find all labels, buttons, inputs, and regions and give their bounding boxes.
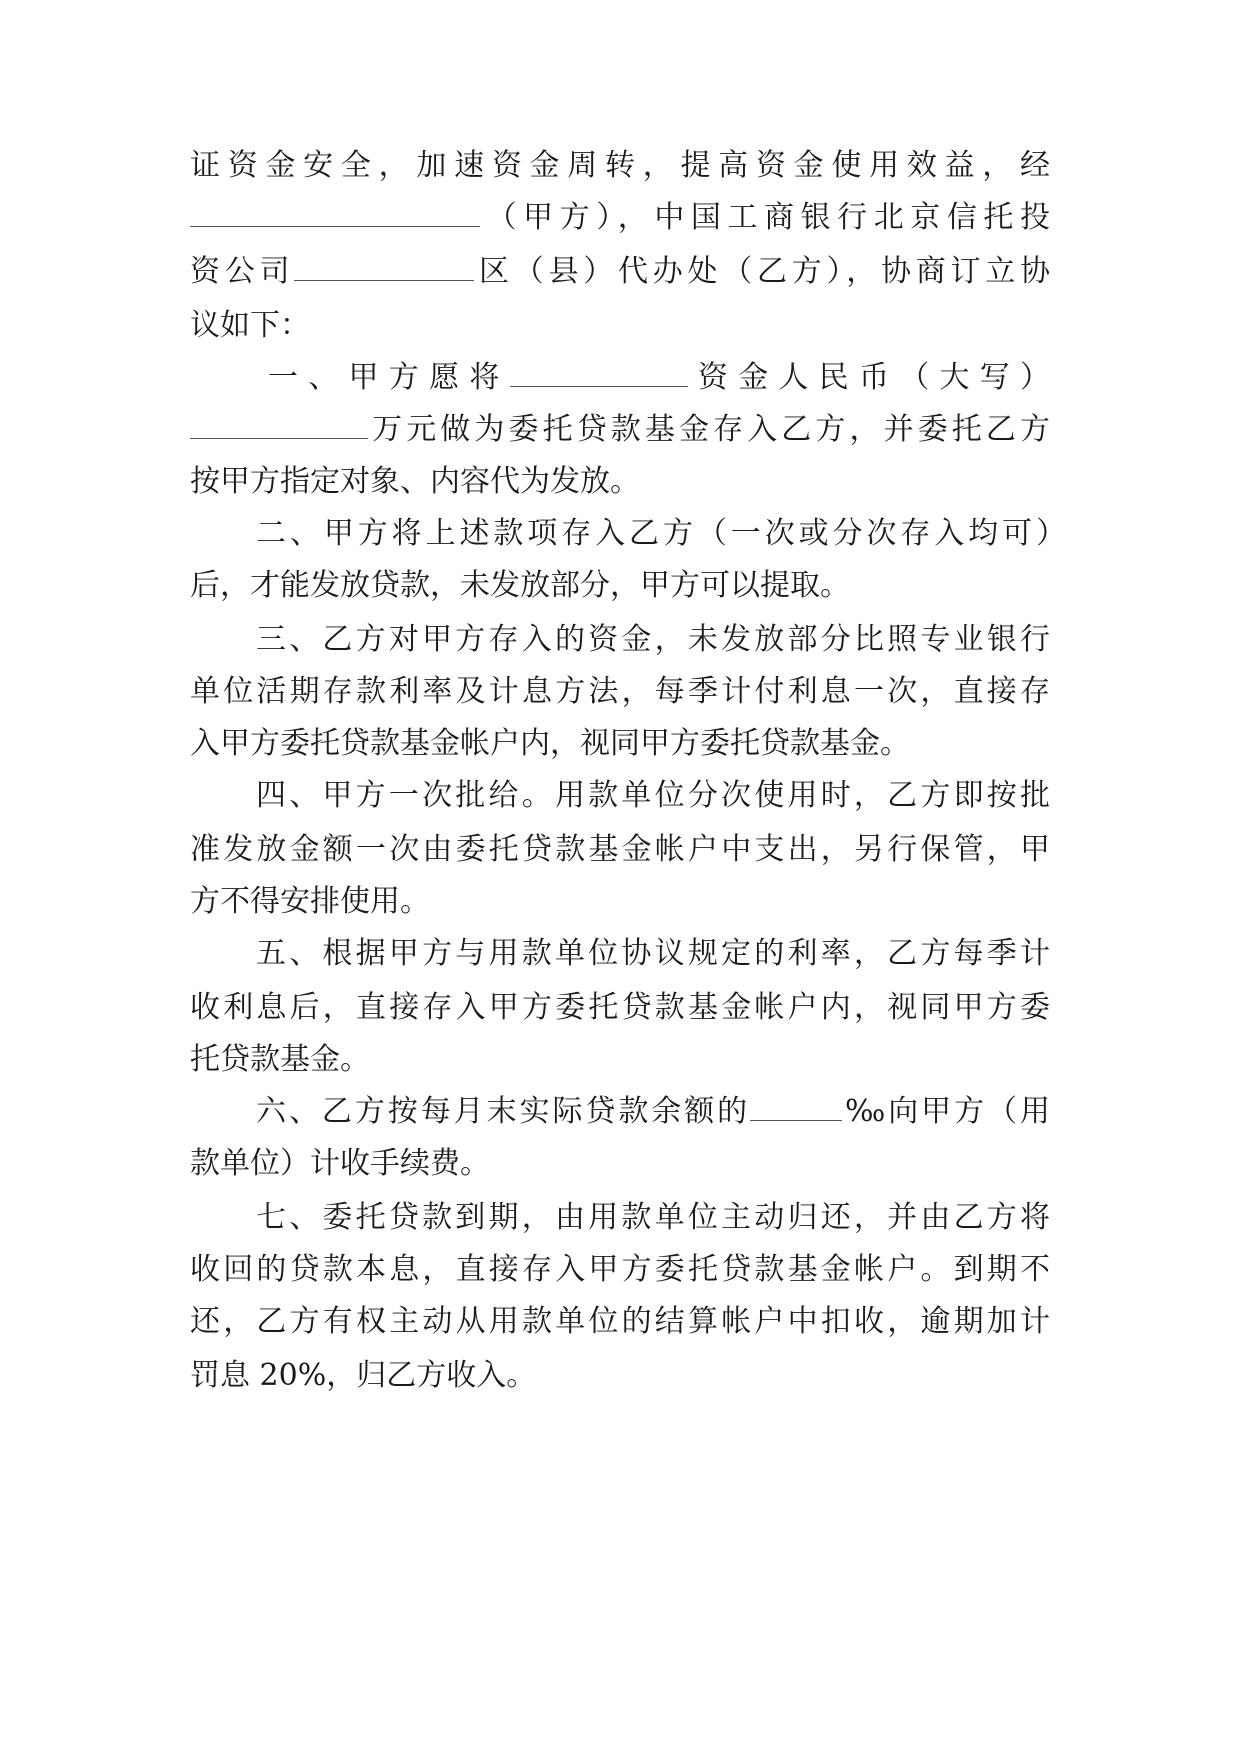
text-line [190,1356,1050,1396]
text-line [190,252,1050,292]
text-line [256,776,1050,816]
text-segment: 托贷款基金。 [190,1042,370,1077]
text-segment: 方不得安排使用。 [190,884,430,919]
text-line [268,358,1050,398]
text-line [190,306,1050,346]
text-segment: 还，乙方有权主动从用款单位的结算帐户中扣收，逾期加计 [190,1304,1050,1339]
text-segment: （甲方），中国工商银行北京信托投 [480,200,1050,235]
text-segment: 六、乙方按每月末实际贷款余额的 [256,1094,751,1129]
text-segment: 证资金安全，加速资金周转，提高资金使用效益，经 [190,148,1050,183]
text-segment: ‰向甲方（用 [842,1094,1051,1129]
text-segment: 四、甲方一次批给。用款单位分次使用时，乙方即按批 [256,778,1050,813]
text-line [190,988,1050,1028]
text-segment: 区（县）代办处（乙方），协商订立协 [474,254,1050,289]
fill-blank-fund-source[interactable] [510,358,688,387]
text-segment: 收回的贷款本息，直接存入甲方委托贷款基金帐户。到期不 [190,1252,1050,1287]
fill-blank-amount[interactable] [190,410,368,439]
text-line [190,198,1050,238]
fill-blank-party-a[interactable] [190,198,480,227]
text-line [190,830,1050,870]
text-line [190,882,1050,922]
fill-blank-district[interactable] [294,252,474,281]
text-segment: 五、根据甲方与用款单位协议规定的利率，乙方每季计 [256,936,1050,971]
text-segment: 收利息后，直接存入甲方委托贷款基金帐户内，视同甲方委 [190,990,1050,1025]
text-line [256,514,1066,554]
text-segment: 准发放金额一次由委托贷款基金帐户中支出，另行保管，甲 [190,832,1050,867]
text-segment: 后，才能发放贷款，未发放部分，甲方可以提取。 [190,568,850,603]
text-segment: 单位活期存款利率及计息方法，每季计付利息一次，直接存 [190,674,1050,709]
text-segment: 七、委托贷款到期，由用款单位主动归还，并由乙方将 [256,1200,1050,1235]
text-line [190,724,1050,764]
text-segment: 资金人民币（大写） [687,360,1051,395]
text-segment: 罚息 20%，归乙方收入。 [190,1358,537,1393]
text-segment: 资公司 [190,254,295,289]
text-line [190,1250,1050,1290]
text-line [256,1092,1050,1132]
text-segment: 议如下： [190,308,310,343]
text-segment: 三、乙方对甲方存入的资金，未发放部分比照专业银行 [256,622,1050,657]
text-line [190,146,1050,186]
text-line [256,1198,1050,1238]
text-segment: 入甲方委托贷款基金帐户内，视同甲方委托贷款基金。 [190,726,910,761]
text-segment: 万元做为委托贷款基金存入乙方，并委托乙方 [368,412,1050,447]
fill-blank-fee-rate[interactable] [750,1092,842,1121]
text-line [190,566,1050,606]
text-line [190,672,1050,712]
text-line [190,1040,1050,1080]
text-segment: 一、甲方愿将 [268,360,510,395]
text-line [190,410,1050,450]
text-line [190,1144,1050,1184]
text-line [190,462,1050,502]
text-segment: 款单位）计收手续费。 [190,1146,490,1181]
text-line [190,1302,1050,1342]
text-segment: 按甲方指定对象、内容代为发放。 [190,464,640,499]
text-line [256,620,1050,660]
text-line [256,934,1050,974]
text-segment: 二、甲方将上述款项存入乙方（一次或分次存入均可） [256,516,1066,551]
